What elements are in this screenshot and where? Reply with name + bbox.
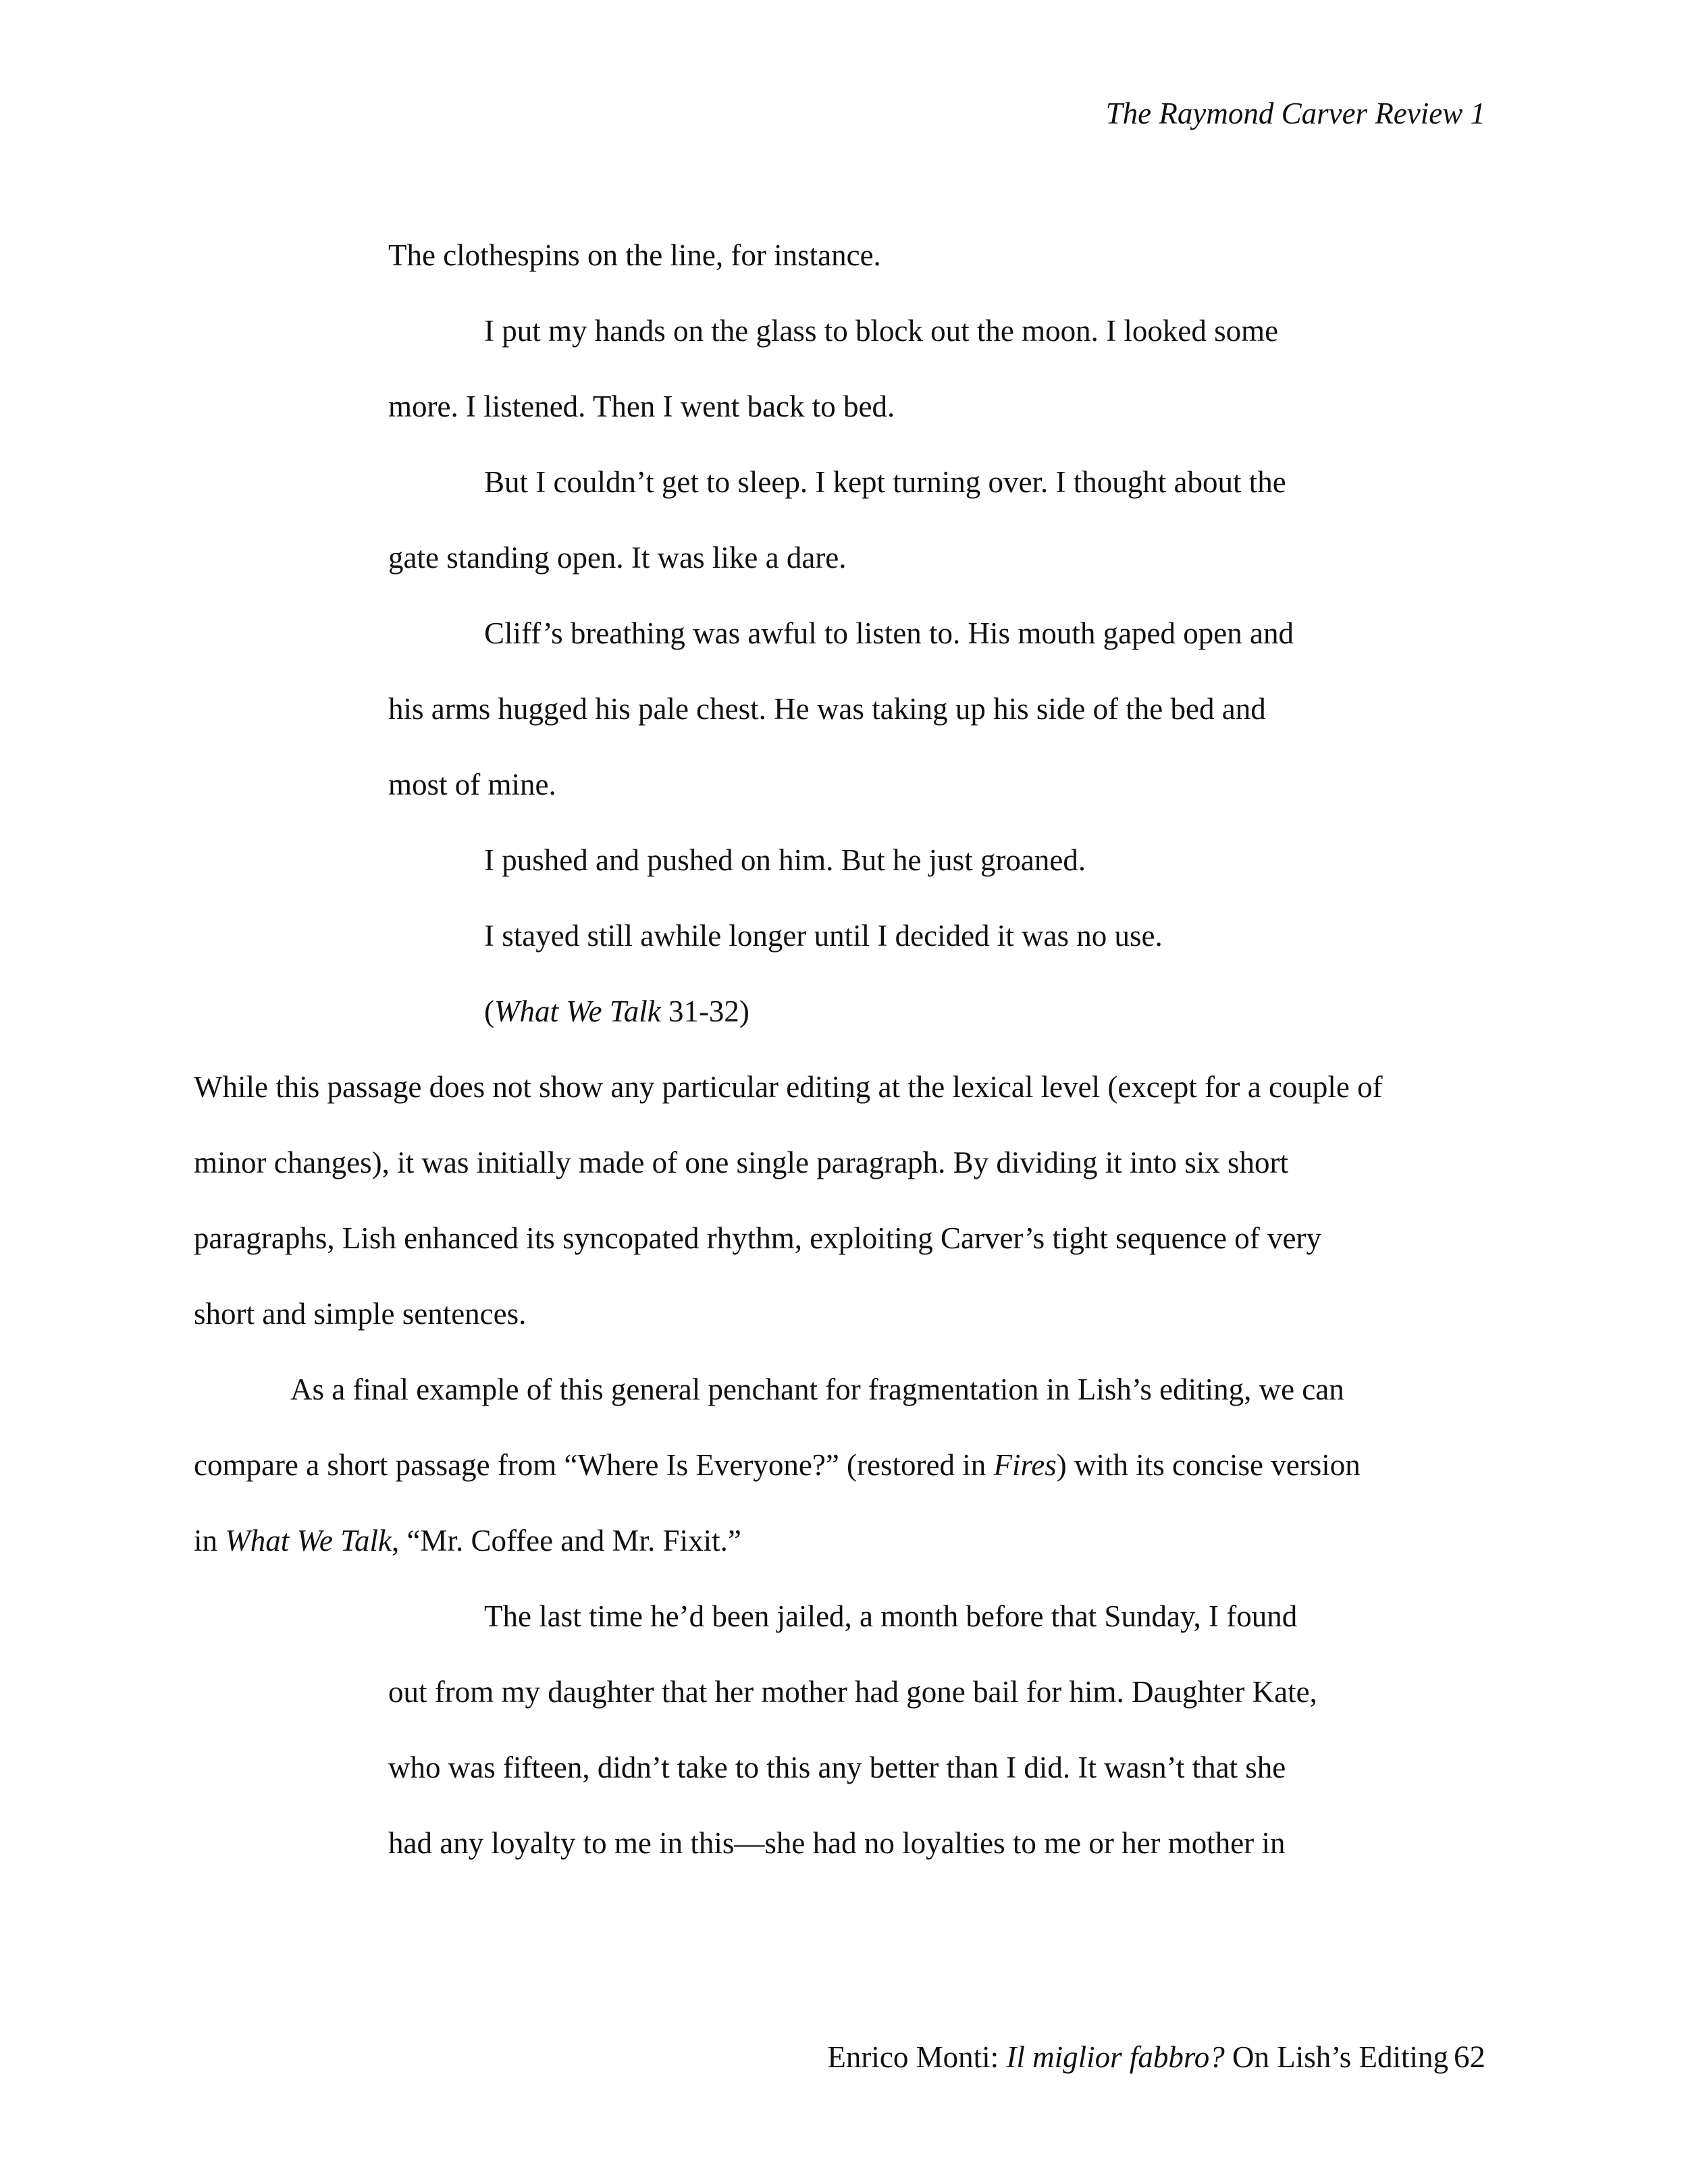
text-run: ) with its concise version: [1056, 1448, 1361, 1482]
running-header: The Raymond Carver Review 1: [1105, 97, 1485, 130]
running-footer: [827, 2039, 1485, 2075]
text-run: in: [194, 1524, 226, 1557]
footer-rest: On Lish’s Editing: [1224, 2040, 1448, 2074]
footer-author: Enrico Monti:: [827, 2040, 1007, 2074]
quote-line: who was fifteen, didn’t take to this any better than I did. It wasn’t that she: [388, 1751, 1286, 1784]
citation-open: (: [484, 994, 494, 1028]
quote-line: his arms hugged his pale chest. He was taking up his side of the bed and: [388, 692, 1266, 726]
quote-line: But I couldn’t get to sleep. I kept turning over. I thought about the: [484, 465, 1286, 499]
body-line: short and simple sentences.: [194, 1297, 527, 1331]
body-line: [194, 1522, 741, 1560]
body-line: paragraphs, Lish enhanced its syncopated rhythm, exploiting Carver’s tight sequence of very: [194, 1221, 1321, 1255]
quote-line: out from my daughter that her mother had gone bail for him. Daughter Kate,: [388, 1675, 1317, 1709]
citation-pages: 31-32): [660, 994, 749, 1028]
quote-line: Cliff’s breathing was awful to listen to. His mouth gaped open and: [484, 616, 1294, 650]
italic-title: Fires: [993, 1448, 1057, 1482]
quote-line: I put my hands on the glass to block out the moon. I looked some: [484, 314, 1279, 348]
italic-title: What We Talk: [225, 1524, 392, 1557]
body-line: As a final example of this general penchant for fragmentation in Lish’s editing, we can: [290, 1373, 1344, 1406]
quote-citation: [484, 992, 749, 1030]
quote-line: gate standing open. It was like a dare.: [388, 541, 847, 575]
body-line: minor changes), it was initially made of one single paragraph. By dividing it into six short: [194, 1146, 1288, 1179]
quote-line: I stayed still awhile longer until I decided it was no use.: [484, 919, 1163, 953]
quote-line: The clothespins on the line, for instance.: [388, 238, 881, 272]
citation-title: What We Talk: [494, 994, 661, 1028]
text-run: , “Mr. Coffee and Mr. Fixit.”: [391, 1524, 741, 1557]
body-line: While this passage does not show any particular editing at the lexical level (except for a couple of: [194, 1070, 1383, 1104]
quote-line: I pushed and pushed on him. But he just groaned.: [484, 843, 1086, 877]
quote-line: had any loyalty to me in this—she had no loyalties to me or her mother in: [388, 1826, 1286, 1860]
footer-title: Il miglior fabbro?: [1006, 2040, 1225, 2074]
page-number: 62: [1454, 2040, 1485, 2075]
quote-line: more. I listened. Then I went back to bed.: [388, 390, 895, 423]
text-run: compare a short passage from “Where Is Everyone?” (restored in: [194, 1448, 994, 1482]
body-line: [194, 1446, 1361, 1484]
quote-line: The last time he’d been jailed, a month before that Sunday, I found: [484, 1599, 1298, 1633]
quote-line: most of mine.: [388, 768, 556, 801]
